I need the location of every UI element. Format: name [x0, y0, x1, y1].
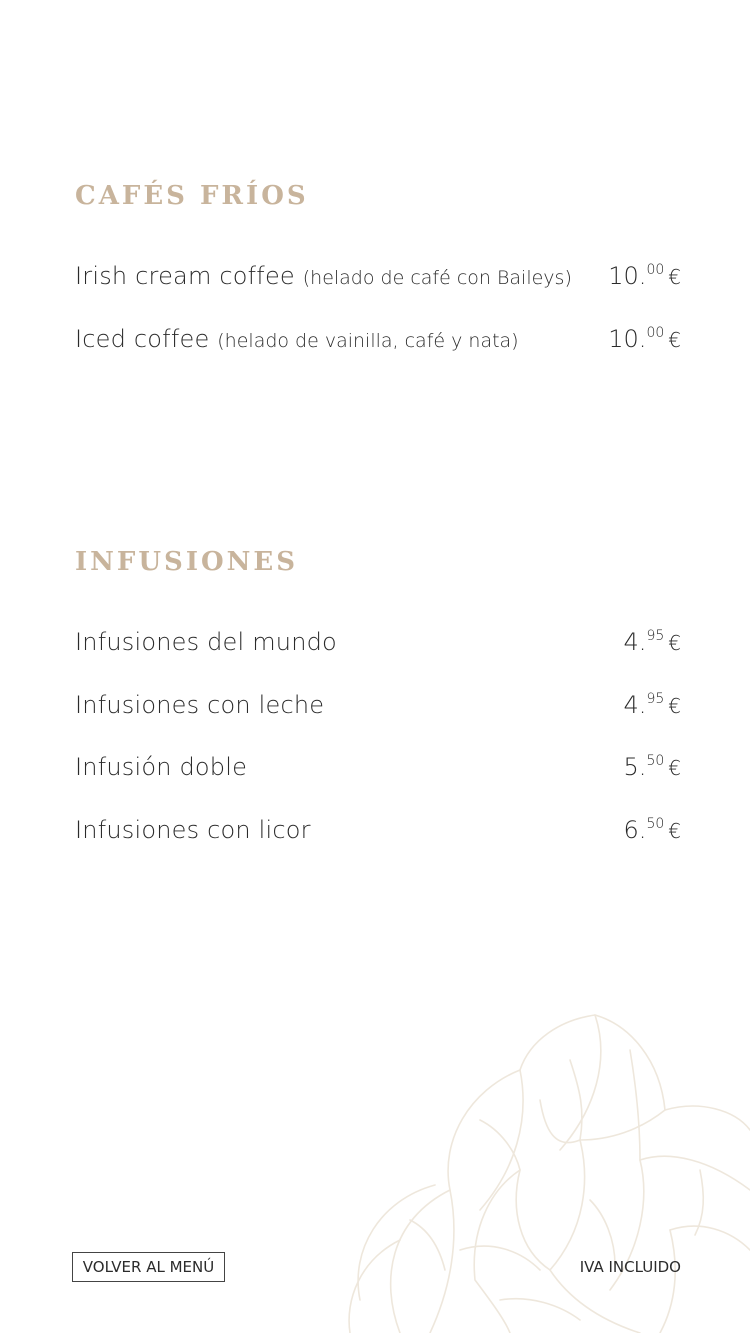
price-integer: 5. — [623, 753, 647, 781]
price-currency: € — [668, 328, 681, 352]
item-price — [608, 263, 681, 288]
item-name: Iced coffee — [75, 325, 210, 353]
item-name: Irish cream coffee — [75, 262, 295, 290]
item-name: Infusiones del mundo — [75, 628, 337, 656]
section-cafes-frios — [75, 181, 681, 353]
price-cents: 95 — [646, 691, 665, 707]
price-cents: 00 — [646, 262, 665, 278]
item-price — [624, 817, 681, 842]
price-integer: 4. — [623, 691, 647, 719]
price-integer: 10. — [608, 325, 647, 353]
price-cents: 00 — [646, 325, 665, 341]
item-price — [624, 629, 681, 654]
price-currency: € — [668, 819, 681, 843]
section-title: INFUSIONES — [75, 547, 299, 577]
section-title: CAFÉS FRÍOS — [75, 181, 309, 211]
item-name: Infusión doble — [75, 753, 248, 781]
item-price — [624, 754, 681, 779]
section-infusiones — [75, 547, 681, 844]
lotus-flower-icon — [340, 1000, 750, 1333]
menu-item — [75, 687, 681, 717]
item-description: (helado de café con Baileys) — [302, 267, 572, 289]
item-price — [608, 326, 681, 351]
price-integer: 4. — [623, 628, 647, 656]
menu-item — [75, 812, 681, 842]
price-cents: 95 — [646, 628, 665, 644]
price-currency: € — [668, 631, 681, 655]
menu-item — [75, 321, 681, 351]
tax-included-note: IVA INCLUIDO — [579, 1258, 681, 1276]
price-integer: 6. — [623, 816, 647, 844]
back-to-menu-button[interactable]: VOLVER AL MENÚ — [72, 1252, 225, 1282]
item-price — [624, 692, 681, 717]
price-cents: 50 — [646, 753, 665, 769]
price-integer: 10. — [608, 262, 647, 290]
price-currency: € — [668, 694, 681, 718]
menu-item — [75, 624, 681, 654]
menu-item — [75, 258, 681, 288]
item-name: Infusiones con licor — [75, 816, 311, 844]
item-name: Infusiones con leche — [75, 691, 325, 719]
menu-item — [75, 749, 681, 779]
price-cents: 50 — [646, 816, 665, 832]
price-currency: € — [668, 265, 681, 289]
item-description: (helado de vainilla, café y nata) — [217, 330, 519, 352]
price-currency: € — [668, 756, 681, 780]
